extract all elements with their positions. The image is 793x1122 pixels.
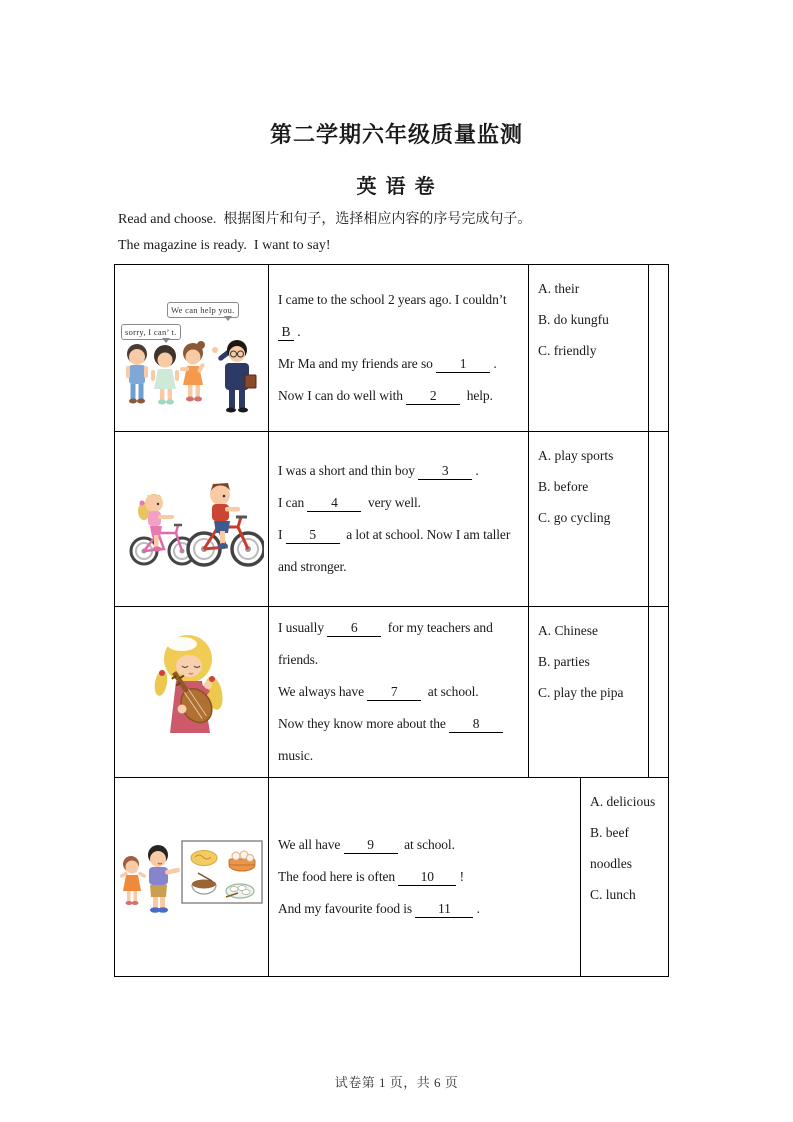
answer-blank: 4 bbox=[307, 495, 361, 512]
students-and-teacher-illustration bbox=[117, 339, 265, 425]
answer-blank: 10 bbox=[398, 869, 456, 886]
sentence-text: We all have bbox=[278, 837, 344, 852]
sentence-cell-3 bbox=[269, 607, 529, 778]
answer-column-cell-3 bbox=[649, 607, 668, 778]
sentence-text: friends. bbox=[278, 652, 319, 667]
sentence-text: I usually bbox=[278, 620, 328, 635]
options-cell-1 bbox=[529, 265, 649, 432]
section-instruction: Read and choose. 根据图片和句子，选择相应内容的序号完成句子。 bbox=[118, 212, 532, 227]
options-cell-3 bbox=[529, 607, 649, 778]
answer-blank: B bbox=[278, 324, 294, 341]
answer-column-cell-1 bbox=[649, 265, 668, 432]
sentence-line bbox=[278, 519, 525, 551]
sentence-text: . bbox=[472, 463, 479, 478]
sentence-line bbox=[278, 740, 525, 772]
option-item: B. parties bbox=[538, 654, 590, 669]
exam-table bbox=[114, 264, 669, 977]
sentence-line bbox=[278, 676, 525, 708]
sentence-text: . bbox=[490, 356, 497, 371]
sentence-text: at school. bbox=[397, 837, 455, 852]
sentence-cell-2 bbox=[269, 432, 529, 607]
sentence-text: Mr Ma and my friends are so bbox=[278, 356, 437, 371]
options-cell-4 bbox=[581, 778, 668, 976]
option-item: C. go cycling bbox=[538, 510, 611, 525]
sentence-text: help. bbox=[460, 388, 493, 403]
option-item: A. Chinese bbox=[538, 623, 598, 638]
sentence-line bbox=[278, 551, 525, 583]
answer-blank: 11 bbox=[415, 901, 473, 918]
sentence-text: . bbox=[294, 324, 301, 339]
sentence-text: and stronger. bbox=[278, 559, 347, 574]
sentence-text: very well. bbox=[361, 495, 421, 510]
sentence-line bbox=[278, 644, 525, 676]
sentence-text: Now I can do well with bbox=[278, 388, 407, 403]
option-item: B. do kungfu bbox=[538, 312, 609, 327]
sentence-text: The food here is often bbox=[278, 869, 399, 884]
option-item: A. play sports bbox=[538, 448, 614, 463]
sentence-cell-1 bbox=[269, 265, 529, 432]
question-row-4 bbox=[115, 778, 668, 976]
sentence-line bbox=[278, 487, 525, 519]
option-item: C. lunch bbox=[590, 887, 636, 902]
sentence-line bbox=[278, 380, 525, 412]
illustration-cell-food bbox=[115, 778, 269, 976]
answer-blank: 7 bbox=[367, 684, 421, 701]
answer-blank: 5 bbox=[286, 527, 340, 544]
sentence-text: Now they know more about the bbox=[278, 716, 450, 731]
illustration-cell-cycling bbox=[115, 432, 269, 607]
answer-blank: 6 bbox=[327, 620, 381, 637]
girl-playing-pipa-illustration bbox=[144, 629, 240, 755]
answer-blank: 9 bbox=[344, 837, 398, 854]
option-item: C. play the pipa bbox=[538, 685, 624, 700]
sentence-line bbox=[278, 316, 525, 348]
answer-blank: 1 bbox=[436, 356, 490, 373]
page-number: 试卷第 1 页，共 6 页 bbox=[334, 1075, 459, 1090]
kids-and-food-board-illustration bbox=[118, 829, 266, 925]
options-cell-2 bbox=[529, 432, 649, 607]
option-item: B. before bbox=[538, 479, 589, 494]
sentence-text: a lot at school. Now I am taller bbox=[339, 527, 511, 542]
sentence-line bbox=[278, 455, 525, 487]
intro-sentence: The magazine is ready. I want to say! bbox=[118, 238, 331, 253]
sentence-line bbox=[278, 893, 577, 925]
answer-blank: 2 bbox=[406, 388, 460, 405]
page-title: 第二学期六年级质量监测 bbox=[269, 122, 523, 147]
kids-cycling-illustration bbox=[120, 465, 264, 573]
sentence-text: . bbox=[473, 901, 480, 916]
sentence-line bbox=[278, 284, 525, 316]
option-item: A. their bbox=[538, 281, 580, 296]
sentence-text: for my teachers and bbox=[381, 620, 493, 635]
option-item: B. beef noodles bbox=[590, 825, 632, 871]
sentence-text: at school. bbox=[421, 684, 479, 699]
sentence-line bbox=[278, 861, 577, 893]
sentence-text: We always have bbox=[278, 684, 368, 699]
question-row-2 bbox=[115, 432, 668, 607]
sentence-cell-4 bbox=[269, 778, 581, 976]
speech-bubble-kids: sorry, I can’ t. bbox=[121, 324, 181, 340]
option-item: C. friendly bbox=[538, 343, 597, 358]
question-row-3 bbox=[115, 607, 668, 778]
sentence-line bbox=[278, 708, 525, 740]
speech-bubble-teacher: We can help you. bbox=[167, 302, 239, 318]
sentence-text: music. bbox=[278, 748, 314, 763]
illustration-cell-pipa bbox=[115, 607, 269, 778]
sentence-line bbox=[278, 829, 577, 861]
page-subtitle: 英 语 卷 bbox=[356, 176, 437, 198]
illustration-cell-students-teacher bbox=[115, 265, 269, 432]
sentence-text: I bbox=[278, 527, 286, 542]
sentence-text: ! bbox=[456, 869, 464, 884]
sentence-line bbox=[278, 348, 525, 380]
answer-column-cell-2 bbox=[649, 432, 668, 607]
question-row-1 bbox=[115, 265, 668, 432]
sentence-text: I was a short and thin boy bbox=[278, 463, 419, 478]
sentence-text: I can bbox=[278, 495, 308, 510]
sentence-text: And my favourite food is bbox=[278, 901, 416, 916]
option-item: A. delicious bbox=[590, 794, 656, 809]
answer-blank: 3 bbox=[418, 463, 472, 480]
sentence-line bbox=[278, 612, 525, 644]
sentence-text: I came to the school 2 years ago. I couldn’t bbox=[278, 292, 507, 307]
answer-blank: 8 bbox=[449, 716, 503, 733]
